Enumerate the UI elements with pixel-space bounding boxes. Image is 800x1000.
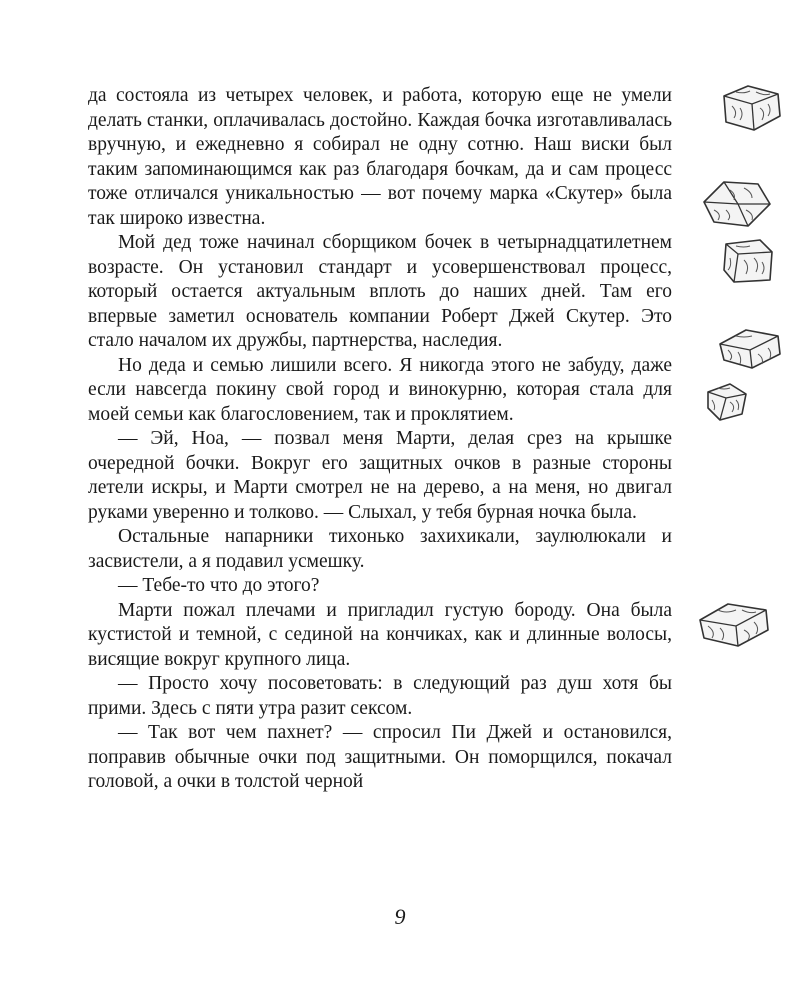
paragraph: Марти пожал плечами и пригладил густую бороду. Она была кустистой и темной, с сединой на кончиках, как и длинные волосы, висящие вокруг крупного лица.	[88, 599, 672, 670]
paragraph: — Просто хочу посоветовать: в следующий раз душ хотя бы прими. Здесь с пяти утра разит сексом.	[88, 673, 672, 719]
paragraph: да состояла из четырех человек, и работа, которую еще не умели делать станки, оплачивалась достойно. Каждая бочка изготавливалась вручную, и ежедневно я собирал не одну сотню. Наш виски был таким запоминающимся как раз благодаря бочкам, да и сам процесс тоже отличался уникальностью — вот почему марка «Скутер» была так широко известна.	[88, 85, 672, 229]
paragraph: Но деда и семью лишили всего. Я никогда этого не забуду, даже если навсегда покину свой город и винокурню, которая стала для моей семьи как благословением, так и проклятием.	[88, 354, 672, 425]
paragraph: Мой дед тоже начинал сборщиком бочек в четырнадцатилетнем возрасте. Он установил стандарт и усовершенствовал процесс, который остается актуальным вплоть до наших дней. Там его впервые заметил основатель компании Роберт Джей Скутер. Это стало началом их дружбы, партнерства, наследия.	[88, 232, 672, 351]
ice-cube-icon	[718, 82, 784, 134]
paragraph: — Так вот чем пахнет? — спросил Пи Джей и остановился, поправив обычные очки под защитными. Он поморщился, покачал головой, а очки в толстой черной	[88, 722, 672, 792]
ice-cube-icon	[716, 324, 784, 372]
body-text	[88, 84, 672, 795]
paragraph: — Эй, Ноа, — позвал меня Марти, делая срез на крышке очередной бочки. Вокруг его защитных очков в разные стороны летели искры, и Марти смотрел не на дерево, а на меня, но двигал руками уверенно и толково. — Слыхал, у тебя бурная ночка была.	[88, 428, 672, 523]
ice-cube-icon	[720, 236, 776, 286]
page-number: 9	[394, 904, 406, 929]
ice-cube-icon	[696, 598, 772, 650]
ice-cube-icon	[700, 176, 772, 230]
ice-cube-icon	[704, 380, 750, 422]
paragraph: — Тебе-то что до этого?	[118, 575, 320, 596]
paragraph: Остальные напарники тихонько захихикали, заулюлюкали и засвистели, а я подавил усмешку.	[88, 526, 672, 572]
